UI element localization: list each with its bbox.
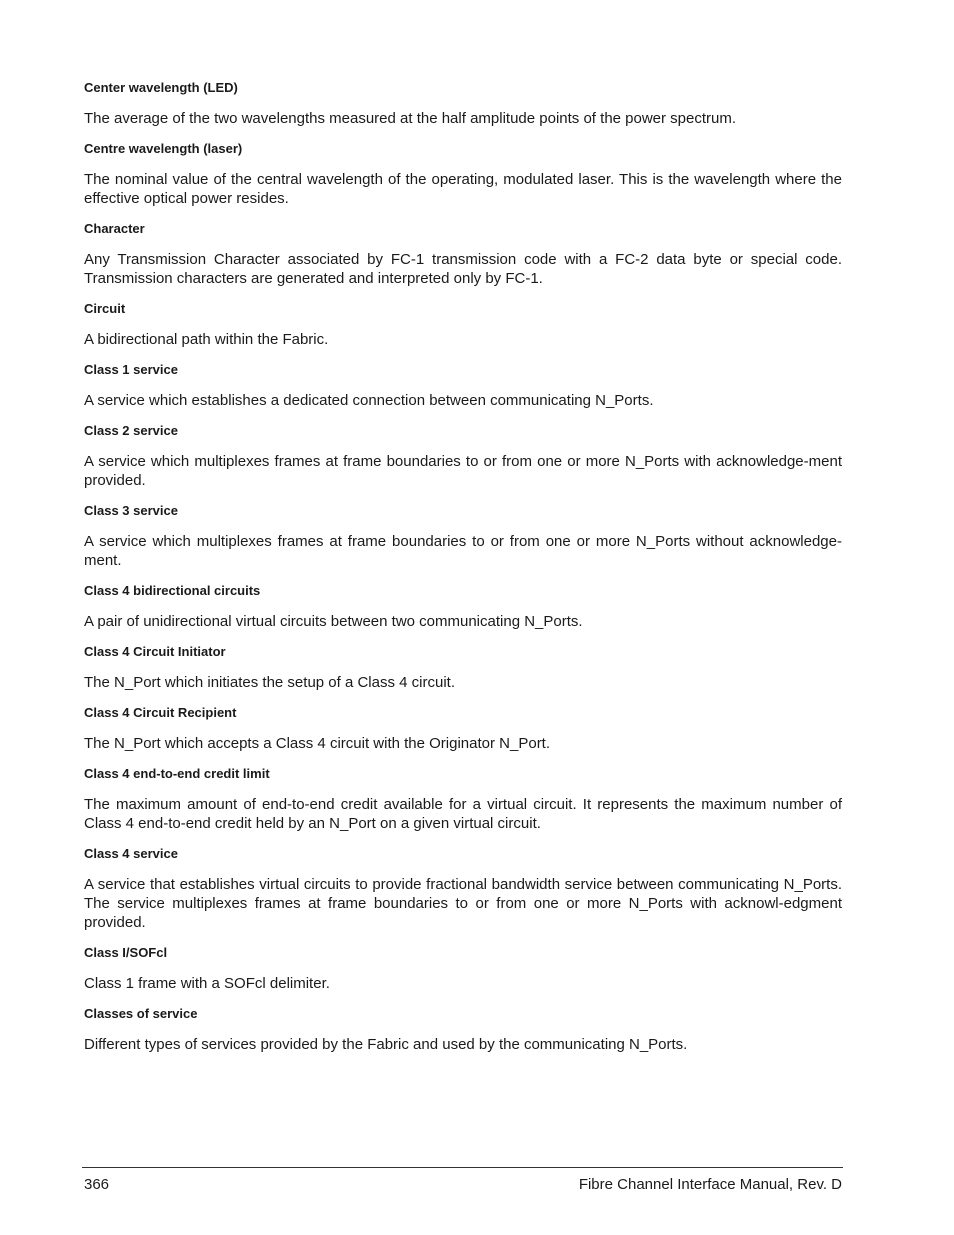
- glossary-entry: [84, 945, 842, 993]
- glossary-entry: [84, 221, 842, 288]
- glossary-definition: Any Transmission Character associated by FC-1 transmission code with a FC-2 data byte or special code. Transmission characters are generated and interpreted only by FC-1.: [84, 251, 842, 287]
- glossary-term: Character: [84, 221, 145, 236]
- glossary-term: Centre wavelength (laser): [84, 141, 243, 156]
- glossary-definition: The N_Port which initiates the setup of a Class 4 circuit.: [84, 674, 456, 691]
- glossary-entry: [84, 301, 842, 349]
- glossary-entry: [84, 503, 842, 570]
- glossary-term: Center wavelength (LED): [84, 80, 238, 95]
- glossary-definition: A service which multiplexes frames at frame boundaries to or from one or more N_Ports with acknowledge-ment provided.: [84, 453, 842, 489]
- footer-divider: [82, 1167, 843, 1168]
- glossary-entry: [84, 644, 842, 692]
- glossary-entry: [84, 1006, 842, 1054]
- glossary-term: Class I/SOFcl: [84, 945, 168, 960]
- glossary-definition: A service that establishes virtual circuits to provide fractional bandwidth service between communicating N_Ports. The service multiplexes frames at frame boundaries to or from one or more N_Ports with acknowl-edgment provided.: [84, 876, 842, 931]
- glossary-term: Class 4 Circuit Initiator: [84, 644, 226, 659]
- glossary-term: Class 4 end-to-end credit limit: [84, 766, 270, 781]
- glossary-term: Class 2 service: [84, 423, 178, 438]
- glossary-content: [84, 80, 842, 1067]
- glossary-entry: [84, 362, 842, 410]
- glossary-term: Class 4 bidirectional circuits: [84, 583, 261, 598]
- glossary-entry: [84, 423, 842, 490]
- glossary-definition: The maximum amount of end-to-end credit available for a virtual circuit. It represents the maximum number of Class 4 end-to-end credit held by an N_Port on a given virtual circuit.: [84, 796, 842, 832]
- glossary-term: Class 4 Circuit Recipient: [84, 705, 237, 720]
- glossary-term: Circuit: [84, 301, 126, 316]
- page-footer: [84, 1175, 842, 1194]
- manual-title: Fibre Channel Interface Manual, Rev. D: [578, 1176, 842, 1193]
- page-number: 366: [84, 1176, 110, 1193]
- glossary-definition: The average of the two wavelengths measured at the half amplitude points of the power spectrum.: [84, 110, 737, 127]
- glossary-term: Class 1 service: [84, 362, 178, 377]
- glossary-term: Class 4 service: [84, 846, 178, 861]
- glossary-definition: The N_Port which accepts a Class 4 circuit with the Originator N_Port.: [84, 735, 551, 752]
- glossary-entry: [84, 705, 842, 753]
- glossary-definition: A service which establishes a dedicated connection between communicating N_Ports.: [84, 392, 654, 409]
- glossary-definition: A service which multiplexes frames at frame boundaries to or from one or more N_Ports without acknowledge-ment.: [84, 533, 842, 569]
- glossary-entry: [84, 846, 842, 932]
- glossary-definition: Class 1 frame with a SOFcl delimiter.: [84, 975, 330, 992]
- glossary-term: Classes of service: [84, 1006, 198, 1021]
- glossary-term: Class 3 service: [84, 503, 178, 518]
- glossary-definition: A bidirectional path within the Fabric.: [84, 331, 329, 348]
- glossary-entry: [84, 141, 842, 208]
- glossary-definition: A pair of unidirectional virtual circuits between two communicating N_Ports.: [84, 613, 583, 630]
- glossary-definition: Different types of services provided by the Fabric and used by the communicating N_Ports.: [84, 1036, 688, 1053]
- glossary-definition: The nominal value of the central wavelength of the operating, modulated laser. This is the wavelength where the effective optical power resides.: [84, 171, 842, 207]
- glossary-entry: [84, 766, 842, 833]
- glossary-entry: [84, 80, 842, 128]
- glossary-entry: [84, 583, 842, 631]
